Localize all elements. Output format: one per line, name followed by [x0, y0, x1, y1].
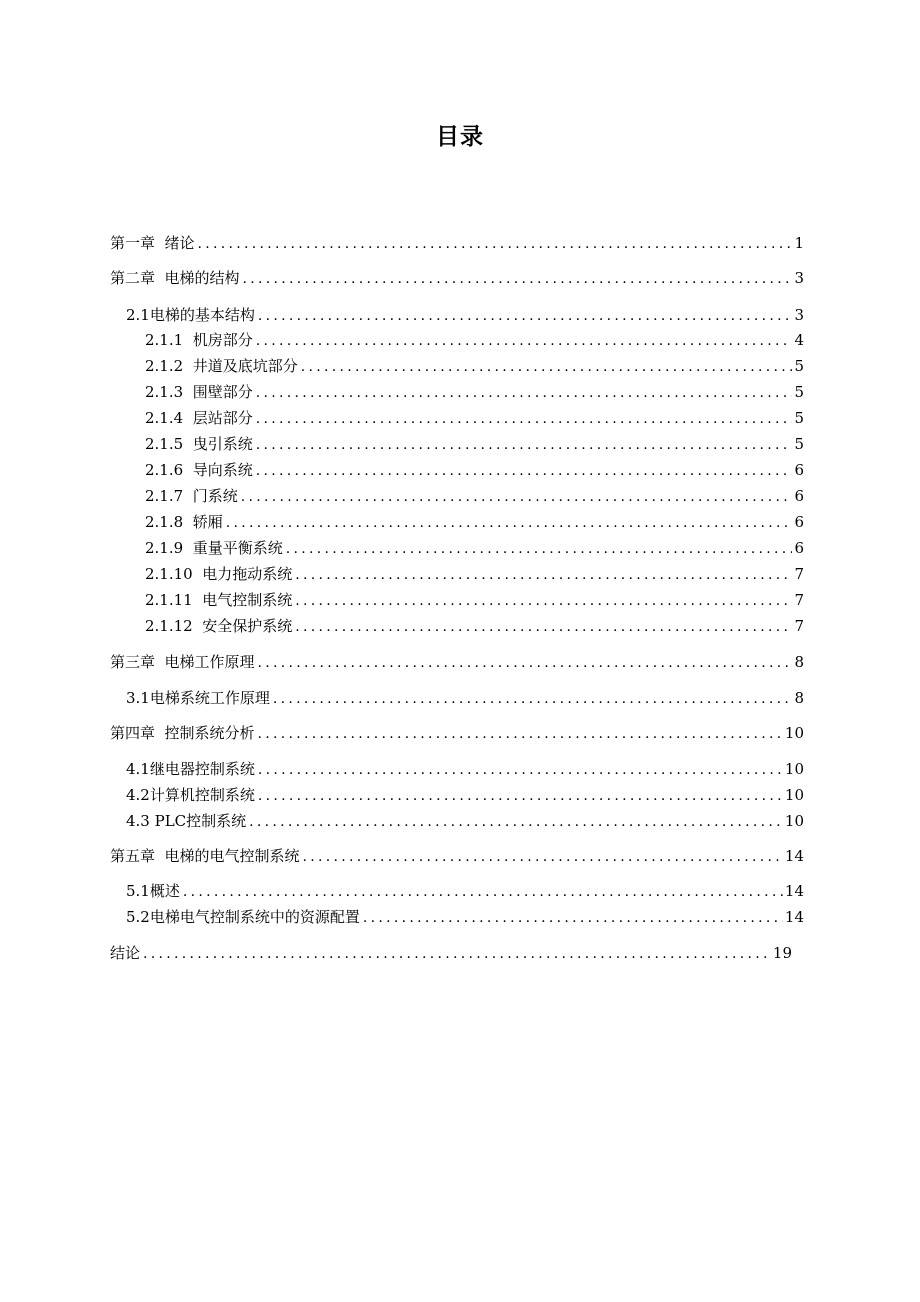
toc-entry[interactable] — [145, 330, 804, 350]
toc-leader-dots — [258, 306, 792, 326]
toc-entry-page: 3 — [794, 269, 804, 287]
toc-entry-page: 7 — [794, 617, 804, 635]
toc-leader-dots — [256, 383, 792, 403]
toc-leader-dots — [241, 487, 792, 507]
toc-leader-dots — [301, 357, 792, 377]
toc-leader-dots — [295, 617, 792, 637]
toc-entry[interactable] — [145, 460, 804, 480]
toc-leader-dots — [256, 331, 792, 351]
toc-entry[interactable] — [145, 616, 804, 636]
toc-entry[interactable] — [145, 356, 804, 376]
toc-entry[interactable] — [126, 811, 804, 831]
toc-entry-page: 1 — [794, 234, 804, 252]
toc-entry-page: 14 — [784, 908, 804, 926]
toc-leader-dots — [143, 944, 771, 964]
toc-entry-label: 2.1.12 安全保护系统 — [145, 617, 293, 635]
toc-leader-dots — [295, 591, 792, 611]
toc-entry[interactable] — [145, 564, 804, 584]
toc-entry[interactable] — [110, 943, 792, 963]
toc-entry-label: 第一章 绪论 — [110, 234, 195, 252]
toc-leader-dots — [243, 269, 792, 289]
toc-entry-label: 2.1.5 曳引系统 — [145, 435, 253, 453]
toc-entry-page: 5 — [794, 409, 804, 427]
toc-entry[interactable] — [145, 382, 804, 402]
toc-entry-label: 第四章 控制系统分析 — [110, 724, 255, 742]
toc-entry-page: 6 — [794, 461, 804, 479]
toc-entry[interactable] — [110, 233, 804, 253]
toc-entry[interactable] — [110, 723, 804, 743]
toc-leader-dots — [258, 760, 783, 780]
toc-entry[interactable] — [145, 434, 804, 454]
page-title: 目录 — [436, 124, 484, 150]
toc-entry-label: 2.1.4 层站部分 — [145, 409, 253, 427]
toc-entry-page: 19 — [772, 944, 792, 962]
toc-entry-page: 5 — [794, 357, 804, 375]
toc-entry[interactable] — [126, 305, 804, 325]
toc-entry[interactable] — [110, 846, 804, 866]
toc-entry-page: 10 — [784, 760, 804, 778]
toc-entry[interactable] — [126, 785, 804, 805]
toc-entry-page: 6 — [794, 487, 804, 505]
toc-entry-label: 第二章 电梯的结构 — [110, 269, 240, 287]
toc-entry-page: 10 — [784, 812, 804, 830]
toc-entry-label: 2.1.9 重量平衡系统 — [145, 539, 283, 557]
toc-entry[interactable] — [145, 408, 804, 428]
toc-entry-page: 7 — [794, 565, 804, 583]
toc-leader-dots — [256, 461, 792, 481]
toc-leader-dots — [198, 234, 792, 254]
toc-entry[interactable] — [145, 512, 804, 532]
toc-leader-dots — [226, 513, 792, 533]
toc-entry-label: 4.2计算机控制系统 — [126, 786, 255, 804]
toc-entry-label: 2.1.2 井道及底坑部分 — [145, 357, 298, 375]
toc-entry-label: 2.1.11 电气控制系统 — [145, 591, 293, 609]
toc-leader-dots — [256, 409, 792, 429]
toc-entry-page: 5 — [794, 383, 804, 401]
toc-entry[interactable] — [126, 759, 804, 779]
toc-entry-label: 结论 — [110, 944, 141, 962]
toc-leader-dots — [363, 908, 783, 928]
toc-leader-dots — [258, 724, 783, 744]
toc-entry[interactable] — [145, 590, 804, 610]
toc-leader-dots — [286, 539, 792, 559]
toc-entry-page: 3 — [794, 306, 804, 324]
toc-entry-page: 8 — [794, 653, 804, 671]
toc-leader-dots — [258, 653, 792, 673]
toc-entry-label: 2.1.6 导向系统 — [145, 461, 253, 479]
toc-entry-label: 第五章 电梯的电气控制系统 — [110, 847, 300, 865]
toc-entry-page: 10 — [784, 786, 804, 804]
toc-entry-label: 2.1.1 机房部分 — [145, 331, 253, 349]
toc-leader-dots — [303, 847, 783, 867]
toc-entry-label: 4.3 PLC控制系统 — [126, 812, 247, 830]
toc-leader-dots — [258, 786, 783, 806]
toc-entry-label: 2.1.3 围壁部分 — [145, 383, 253, 401]
toc-entry[interactable] — [110, 652, 804, 672]
toc-leader-dots — [273, 689, 792, 709]
toc-entry[interactable] — [145, 486, 804, 506]
toc-entry-label: 2.1电梯的基本结构 — [126, 306, 255, 324]
toc-entry-page: 10 — [784, 724, 804, 742]
toc-entry[interactable] — [126, 688, 804, 708]
toc-entry-label: 4.1继电器控制系统 — [126, 760, 255, 778]
toc-entry-page: 4 — [794, 331, 804, 349]
toc-entry-page: 14 — [784, 847, 804, 865]
toc-entry[interactable] — [145, 538, 804, 558]
toc-leader-dots — [256, 435, 792, 455]
toc-entry-label: 3.1电梯系统工作原理 — [126, 689, 270, 707]
toc-entry-page: 6 — [794, 513, 804, 531]
toc-entry-label: 2.1.10 电力拖动系统 — [145, 565, 293, 583]
toc-entry-label: 第三章 电梯工作原理 — [110, 653, 255, 671]
toc-entry[interactable] — [110, 268, 804, 288]
toc-leader-dots — [295, 565, 792, 585]
toc-entry-page: 8 — [794, 689, 804, 707]
toc-entry-page: 6 — [794, 539, 804, 557]
toc-entry-page: 7 — [794, 591, 804, 609]
toc-entry-label: 5.2电梯电气控制系统中的资源配置 — [126, 908, 360, 926]
toc-entry[interactable] — [126, 881, 804, 901]
toc-entry-label: 2.1.8 轿厢 — [145, 513, 223, 531]
toc-entry[interactable] — [126, 907, 804, 927]
toc-entry-page: 5 — [794, 435, 804, 453]
toc-leader-dots — [249, 812, 783, 832]
toc-entry-label: 5.1概述 — [126, 882, 180, 900]
toc-entry-label: 2.1.7 门系统 — [145, 487, 238, 505]
toc-leader-dots — [183, 882, 783, 902]
toc-entry-page: 14 — [784, 882, 804, 900]
